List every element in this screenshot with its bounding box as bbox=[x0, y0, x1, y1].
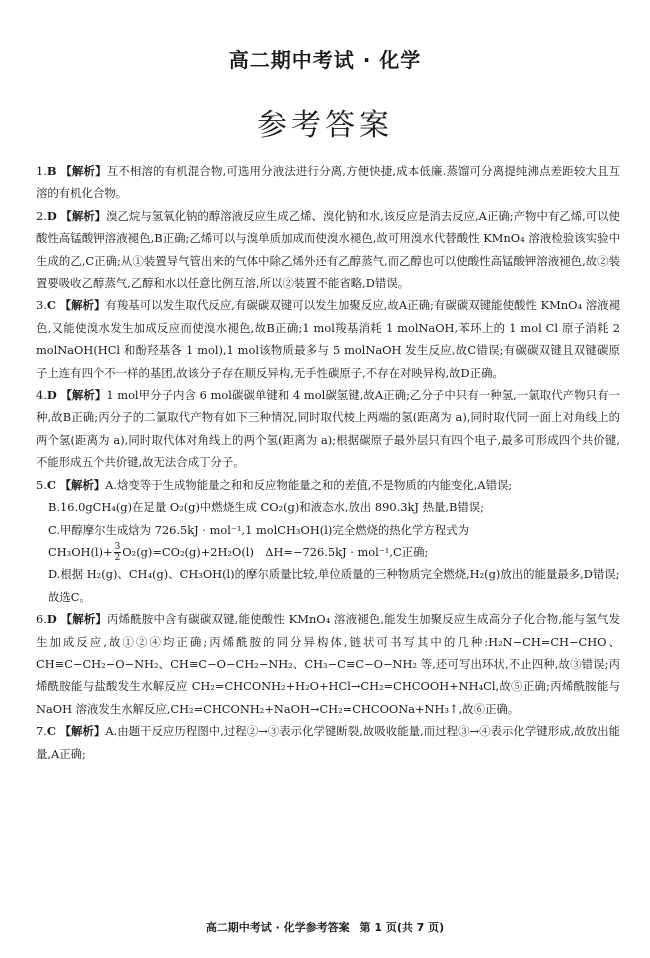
question-5 bbox=[36, 474, 620, 496]
analysis-tag: 【解析】 bbox=[59, 298, 106, 313]
fraction-denominator: 2 bbox=[114, 553, 121, 564]
answer-body bbox=[36, 160, 620, 765]
equation-right: O₂(g)=CO₂(g)+2H₂O(l) ΔH=−726.5kJ · mol⁻¹,C正确; bbox=[122, 544, 429, 559]
page-number: 第 1 页(共 7 页) bbox=[359, 921, 445, 934]
analysis-tag: 【解析】 bbox=[60, 388, 107, 403]
question-number: 7. bbox=[36, 724, 47, 739]
answer-choice: C bbox=[46, 298, 56, 313]
explanation-text: 有羧基可以发生取代反应,有碳碳双键可以发生加聚反应,故A正确;有碳碳双键能使酸性 KMnO₄ 溶液褪色,又能使溴水发生加成反应而使溴水褪色,故B正确;1 mol羧基消耗 1 molNaOH,苯环上的 1 mol Cl 原子消耗 2 molNaOH(HCl 和酚羟基各 1 mol),1 mol该物质最多与 5 molNaOH 发生反应,故C错误;有碳碳双键且双键碳原子上连有四个不一样的基团,故该分子存在顺反异构,无手性碳原子,不存在对映异构,故D正确。 bbox=[36, 298, 620, 380]
option-d: D.根据 H₂(g)、CH₄(g)、CH₃OH(l)的摩尔质量比较,单位质量的三种物质完全燃烧,H₂(g)放出的能量最多,D错误; bbox=[48, 567, 620, 582]
answer-choice: B bbox=[46, 164, 57, 178]
question-2 bbox=[36, 205, 620, 295]
answer-choice: D bbox=[46, 612, 57, 627]
option-a-text: A.焓变等于生成物能量之和和反应物能量之和的差值,不是物质的内能变化,A错误; bbox=[105, 477, 513, 492]
fraction-numerator: 3 bbox=[114, 542, 121, 553]
question-number: 1. bbox=[36, 164, 47, 178]
question-number: 5. bbox=[36, 477, 47, 492]
question-number: 3. bbox=[36, 298, 47, 313]
answer-choice: D bbox=[46, 208, 57, 223]
explanation-text: 丙烯酰胺中含有碳碳双键,能使酸性 KMnO₄ 溶液褪色,能发生加聚反应生成高分子化合物,能与氢气发生加成反应,故①②④均正确;丙烯酰胺的同分异构体,链状可书写其中的几种:H₂N−CH=CH−CHO、CH≡C−CH₂−O−NH₂、CH≡C−O−CH₂−NH₂、CH₃−C≡C−O−NH₂ 等,还可写出环状,不止四种,故③错误;丙烯酰胺能与盐酸发生水解反应 CH₂=CHCONH₂+H₂O+HCl→CH₂=CHCOOH+NH₄Cl,故⑤正确;丙烯酰胺能与 NaOH 溶液发生水解反应,CH₂=CHCONH₂+NaOH→CH₂=CHCOONa+NH₃↑,故⑥正确。 bbox=[36, 612, 620, 716]
equation-left: CH₃OH(l)+ bbox=[48, 544, 113, 559]
fraction bbox=[114, 542, 122, 563]
conclusion: 故选C。 bbox=[48, 589, 91, 604]
exam-title: 高二期中考试 · 化学 bbox=[228, 48, 422, 72]
page-footer bbox=[0, 919, 650, 935]
option-c: C.甲醇摩尔生成焓为 726.5kJ · mol⁻¹,1 molCH₃OH(l)完全燃烧的热化学方程式为 bbox=[48, 522, 469, 537]
thermochemical-equation bbox=[36, 541, 620, 564]
analysis-tag: 【解析】 bbox=[59, 724, 106, 739]
analysis-tag: 【解析】 bbox=[59, 477, 106, 492]
answer-choice: C bbox=[46, 724, 56, 739]
footer-exam-title: 高二期中考试 · 化学参考答案 bbox=[205, 921, 350, 934]
analysis-tag: 【解析】 bbox=[60, 208, 107, 223]
question-3 bbox=[36, 294, 620, 384]
question-4 bbox=[36, 384, 620, 474]
explanation-text: 1 mol甲分子内含 6 mol碳碳单键和 4 mol碳氢键,故A正确;乙分子中只有一种氢,一氯取代产物只有一种,故B正确;丙分子的二氯取代产物有如下三种情况,同时取代棱上两端的氢(距离为 a),同时取代同一面上对角线上的两个氢(距离为 a),同时取代体对角线上的两个氢(距离为 a);根据碳原子最外层只有四个电子,最多可形成四个共价键,不能形成五个共价键,故无法合成丁分子。 bbox=[36, 388, 620, 470]
question-1 bbox=[36, 160, 620, 205]
answer-choice: C bbox=[46, 477, 56, 492]
analysis-tag: 【解析】 bbox=[60, 612, 108, 627]
question-number: 6. bbox=[36, 612, 47, 627]
analysis-tag: 【解析】 bbox=[60, 164, 107, 178]
question-6 bbox=[36, 608, 620, 720]
question-number: 4. bbox=[36, 388, 47, 403]
answer-choice: D bbox=[46, 388, 57, 403]
answer-key-heading: 参考答案 bbox=[257, 108, 393, 143]
question-7 bbox=[36, 720, 620, 765]
explanation-text: 互不相溶的有机混合物,可选用分液法进行分离,方便快捷,成本低廉.蒸馏可分离提纯沸点差距较大且互溶的有机化合物。 bbox=[36, 164, 620, 201]
explanation-text: A.由题干反应历程图中,过程②→③表示化学键断裂,故吸收能量,而过程③→④表示化学键形成,故放出能量,A正确; bbox=[36, 724, 620, 761]
explanation-text: 溴乙烷与氢氧化钠的醇溶液反应生成乙烯、溴化钠和水,该反应是消去反应,A正确;产物中有乙烯,可以使酸性高锰酸钾溶液褪色,B正确;乙烯可以与溴单质加成而使溴水褪色,故可用溴水代替酸性 KMnO₄ 溶液检验该实验中生成的乙,C正确;从①装置导气管出来的气体中除乙烯外还有乙醇蒸气,而乙醇也可以使酸性高锰酸钾溶液褪色,故②装置要吸收乙醇蒸气,乙醇和水以任意比例互溶,所以②装置不能省略,D错误。 bbox=[36, 208, 620, 291]
question-number: 2. bbox=[36, 208, 47, 223]
option-b: B.16.0gCH₄(g)在足量 O₂(g)中燃烧生成 CO₂(g)和液态水,放出 890.3kJ 热量,B错误; bbox=[48, 500, 484, 515]
